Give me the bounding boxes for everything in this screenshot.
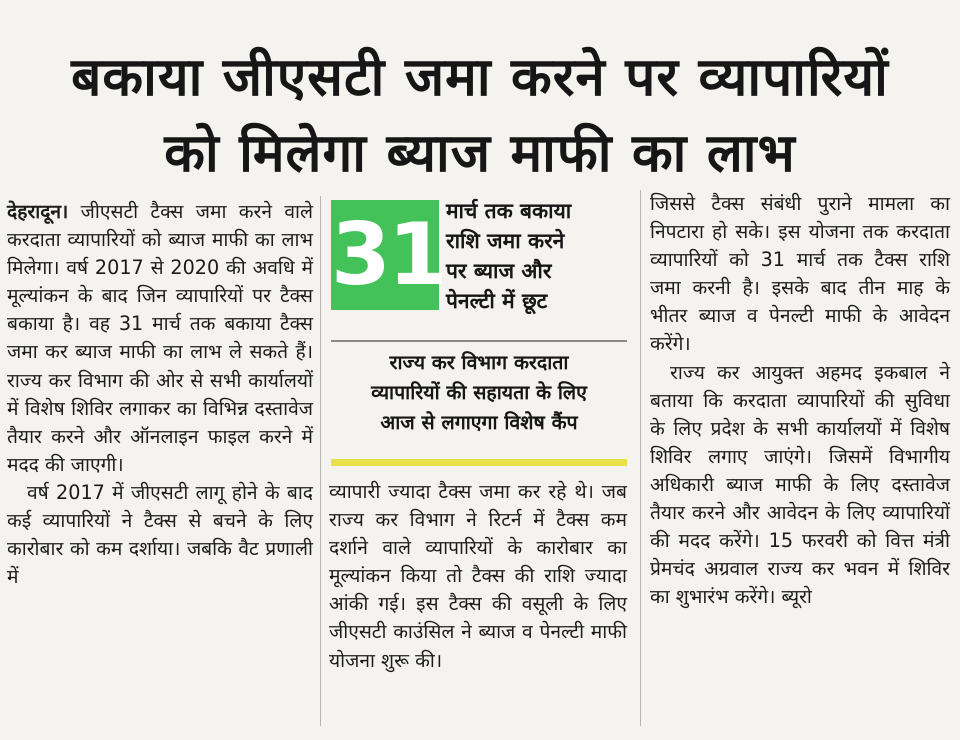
article-paragraph <box>650 359 950 612</box>
middle-paragraph-1: व्यापारी ज्यादा टैक्स जमा कर रहे थे। जब राज्य कर विभाग ने रिटर्न में टैक्स कम दर्शाने वाले व्यापारियों के कारोबार का मूल्यांकन किया तो टैक्स की राशि ज्यादा आंकी गई। इस टैक्स की वसूली के लिए जीएसटी काउंसिल ने ब्याज व पेनल्टी माफी योजना शुरू की। <box>329 480 627 672</box>
section-divider <box>331 340 627 342</box>
column-divider-left <box>320 196 321 726</box>
highlight-text-line-1: मार्च तक बकाया <box>446 199 572 223</box>
column-divider-right <box>640 190 641 726</box>
dateline: देहरादून। <box>7 200 69 223</box>
accent-bar <box>331 459 627 466</box>
subheadline-line-3: आज से लगाएगा विशेष कैंप <box>380 411 578 434</box>
subheadline-line-1: राज्य कर विभाग करदाता <box>389 351 569 374</box>
headline-line-2: को मिलेगा ब्याज माफी का लाभ <box>164 123 796 184</box>
subheadline <box>331 348 627 438</box>
highlight-number-box: 31 <box>331 200 439 310</box>
headline <box>0 40 960 192</box>
left-paragraph-2: वर्ष 2017 में जीएसटी लागू होने के बाद कई व्यापारियों ने टैक्स से बचने के लिए कारोबार को कम दर्शाया। जबकि वैट प्रणाली में <box>7 480 313 589</box>
headline-line-1: बकाया जीएसटी जमा करने पर व्यापारियों <box>71 47 889 108</box>
article-column-middle <box>329 478 627 675</box>
highlight-box-text <box>446 196 626 316</box>
article-paragraph <box>7 198 313 479</box>
highlight-text-line-3: पर ब्याज और <box>446 259 552 283</box>
right-paragraph-2: राज्य कर आयुक्त अहमद इकबाल ने बताया कि करदाता व्यापारियों की सुविधा के लिए प्रदेश के सभी कार्यालयों में विशेष शिविर लगाए जाएंगे। जिसमें विभागीय अधिकारी ब्याज माफी के लिए दस्तावेज तैयार करने और आवेदन के लिए व्यापारियों की मदद करेंगे। 15 फरवरी को वित्त मंत्री प्रेमचंद अग्रवाल राज्य कर भवन में शिविर का शुभारंभ करेंगे। <box>650 360 950 609</box>
byline: ब्यूरो <box>781 585 812 609</box>
left-paragraph-1: जीएसटी टैक्स जमा करने वाले करदाता व्यापारियों को ब्याज माफी का लाभ मिलेगा। वर्ष 2017 से 2020 की अवधि में मूल्यांकन के बाद जिन व्यापारियों पर टैक्स बकाया है। वह 31 मार्च तक बकाया टैक्स जमा कर ब्याज माफी का लाभ ले सकते हैं। राज्य कर विभाग की ओर से सभी कार्यालयों में विशेष शिविर लगाकर का विभिन्न दस्तावेज तैयार करने और ऑनलाइन फाइल करने में मदद की जाएगी। <box>7 200 313 476</box>
article-column-right <box>650 190 950 611</box>
right-paragraph-1: जिससे टैक्स संबंधी पुराने मामला का निपटारा हो सके। इस योजना तक करदाता व्यापारियों को 31 मार्च तक टैक्स राशि जमा करनी है। इसके बाद तीन माह के भीतर ब्याज व पेनल्टी माफी के आवेदन करेंगे। <box>650 192 950 356</box>
highlight-text-line-2: राशि जमा करने <box>446 229 565 253</box>
highlight-text-line-4: पेनल्टी में छूट <box>446 289 548 313</box>
article-column-left <box>7 198 313 591</box>
subheadline-line-2: व्यापारियों की सहायता के लिए <box>371 381 587 404</box>
